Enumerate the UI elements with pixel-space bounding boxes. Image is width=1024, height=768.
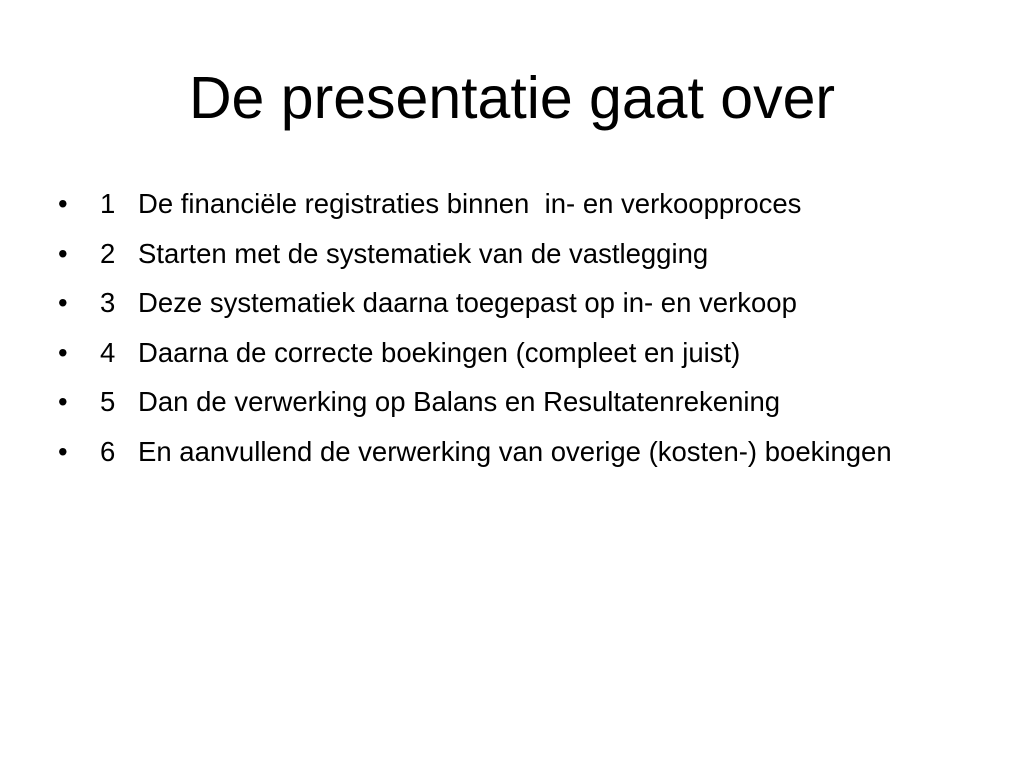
list-item [55, 187, 1015, 220]
list-item [55, 385, 1015, 418]
item-text: Dan de verwerking op Balans en Resultatenrekening [138, 386, 781, 417]
slide-title: De presentatie gaat over [188, 65, 836, 131]
bullet-icon: • [58, 386, 68, 417]
item-number: 5 [100, 386, 116, 417]
list-item [55, 286, 1015, 319]
list-item [55, 435, 1015, 468]
item-text: Daarna de correcte boekingen (compleet en juist) [138, 336, 741, 368]
item-number: 4 [100, 336, 116, 368]
bullet-icon: • [58, 237, 68, 269]
item-text: Starten met de systematiek van de vastlegging [138, 237, 709, 269]
item-number: 3 [100, 287, 116, 318]
item-number: 2 [100, 237, 116, 269]
item-number: 1 [100, 188, 116, 219]
bullet-icon: • [58, 287, 68, 318]
bullet-list [55, 187, 1015, 484]
item-number: 6 [100, 435, 116, 467]
bullet-icon: • [58, 435, 68, 467]
bullet-icon: • [58, 336, 68, 368]
list-item [55, 336, 1015, 369]
bullet-icon: • [58, 188, 68, 219]
item-text: De financiële registraties binnen in- en verkoopproces [138, 188, 802, 219]
item-text: En aanvullend de verwerking van overige (kosten-) boekingen [138, 435, 892, 467]
list-item [55, 237, 1015, 270]
item-text: Deze systematiek daarna toegepast op in- en verkoop [138, 287, 797, 318]
